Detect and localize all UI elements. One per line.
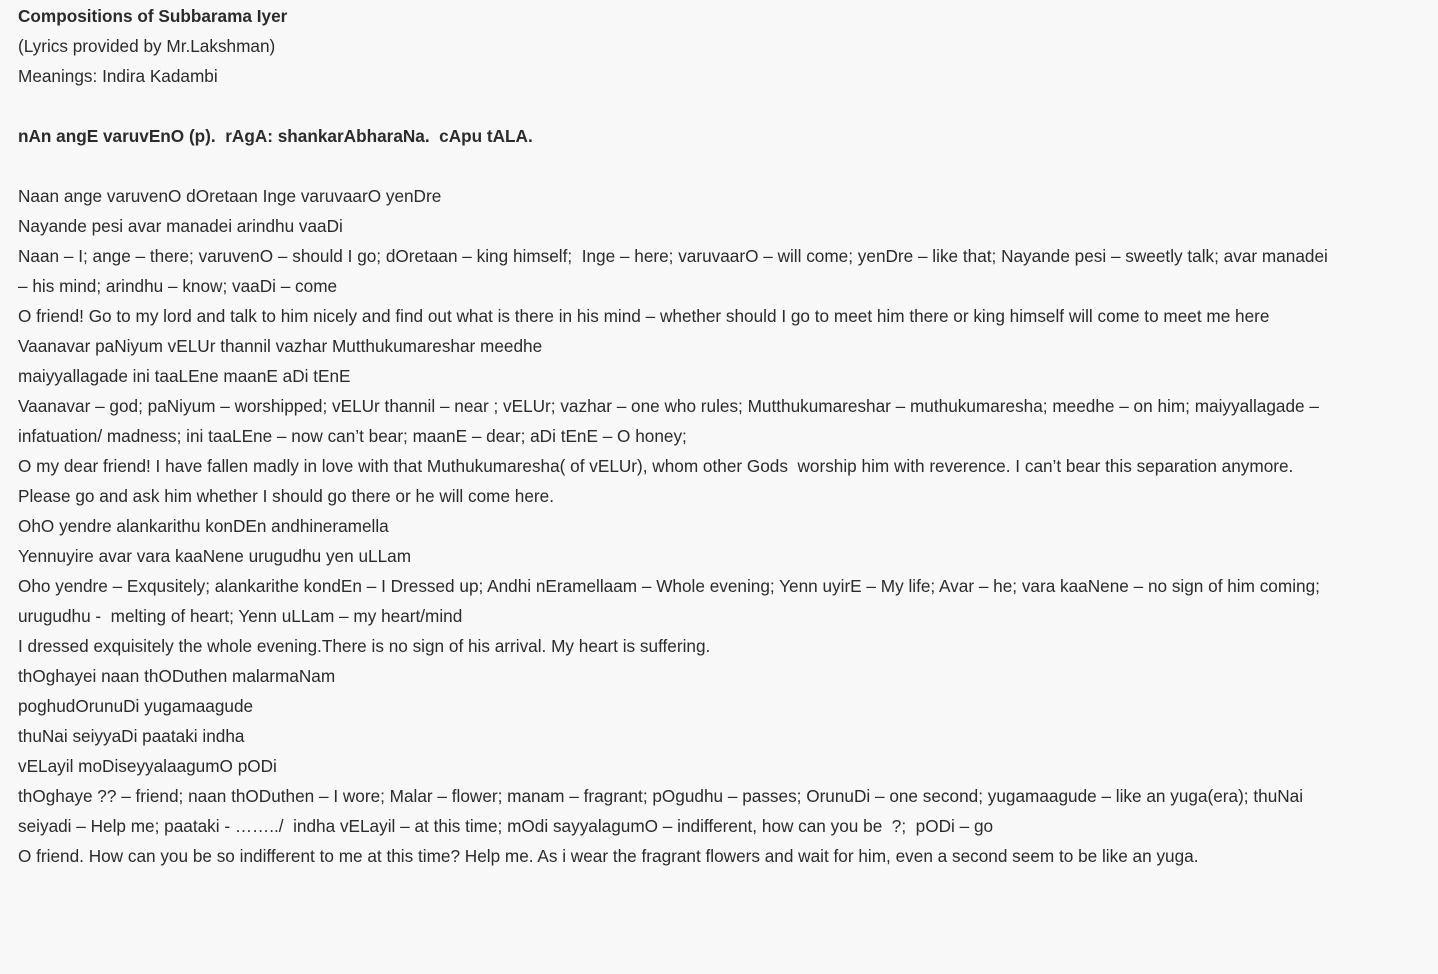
meanings-credit: Meanings: Indira Kadambi bbox=[18, 66, 218, 86]
word-meaning-line: – his mind; arindhu – know; vaaDi – come bbox=[18, 276, 338, 296]
lyric-line: vELayil moDiseyyalaagumO pODi bbox=[18, 756, 277, 776]
lyric-line: Vaanavar paNiyum vELUr thannil vazhar Mutthukumareshar meedhe bbox=[18, 336, 543, 356]
song-heading: nAn angE varuvEnO (p). rAgA: shankarAbharaNa. cApu tALA. bbox=[18, 126, 533, 146]
translation-line: O friend. How can you be so indifferent to me at this time? Help me. As i wear the fragrant flowers and wait for him, even a second seem to be like an yuga. bbox=[18, 846, 1199, 866]
word-meaning-line: infatuation/ madness; ini taaLEne – now can’t bear; maanE – dear; aDi tEnE – O honey; bbox=[18, 426, 687, 446]
lyric-line: OhO yendre alankarithu konDEn andhineramella bbox=[18, 516, 389, 536]
word-meaning-line: Naan – I; ange – there; varuvenO – should I go; dOretaan – king himself; Inge – here; varuvaarO – will come; yenDre – like that; Nayande pesi – sweetly talk; avar manadei bbox=[18, 246, 1328, 266]
lyric-line: Nayande pesi avar manadei arindhu vaaDi bbox=[18, 216, 343, 236]
word-meaning-line: Oho yendre – Exqusitely; alankarithe kondEn – I Dressed up; Andhi nEramellaam – Whole evening; Yenn uyirE – My life; Avar – he; vara kaaNene – no sign of him coming; bbox=[18, 576, 1320, 596]
translation-line: Please go and ask him whether I should go there or he will come here. bbox=[18, 486, 554, 506]
word-meaning-line: Vaanavar – god; paNiyum – worshipped; vELUr thannil – near ; vELUr; vazhar – one who rules; Mutthukumareshar – muthukumaresha; meedhe – on him; maiyyallagade – bbox=[18, 396, 1319, 416]
translation-line: O my dear friend! I have fallen madly in love with that Muthukumaresha( of vELUr), whom other Gods worship him with reverence. I can’t bear this separation anymore. bbox=[18, 456, 1294, 476]
spacer bbox=[18, 151, 1400, 181]
document-title: Compositions of Subbarama Iyer bbox=[18, 6, 288, 26]
word-meaning-line: thOghaye ?? – friend; naan thODuthen – I wore; Malar – flower; manam – fragrant; pOgudhu – passes; OrunuDi – one second; yugamaagude – like an yuga(era); thuNai bbox=[18, 786, 1304, 806]
word-meaning-line: urugudhu - melting of heart; Yenn uLLam – my heart/mind bbox=[18, 606, 463, 626]
lyric-line: thuNai seiyyaDi paataki indha bbox=[18, 726, 245, 746]
translation-line: I dressed exquisitely the whole evening.There is no sign of his arrival. My heart is suffering. bbox=[18, 636, 711, 656]
translation-line: O friend! Go to my lord and talk to him nicely and find out what is there in his mind – whether should I go to meet him there or king himself will come to meet me here bbox=[18, 306, 1270, 326]
lyrics-credit: (Lyrics provided by Mr.Lakshman) bbox=[18, 36, 276, 56]
word-meaning-line: seiyadi – Help me; paataki - ……../ indha vELayil – at this time; mOdi sayyalagumO – indifferent, how can you be ?; pODi – go bbox=[18, 816, 994, 836]
lyric-line: poghudOrunuDi yugamaagude bbox=[18, 696, 254, 716]
lyric-line: Naan ange varuvenO dOretaan Inge varuvaarO yenDre bbox=[18, 186, 442, 206]
document-body bbox=[18, 0, 1400, 871]
lyric-line: Yennuyire avar vara kaaNene urugudhu yen uLLam bbox=[18, 546, 412, 566]
lyric-line: maiyyallagade ini taaLEne maanE aDi tEnE bbox=[18, 366, 351, 386]
spacer bbox=[18, 91, 1400, 121]
lyric-line: thOghayei naan thODuthen malarmaNam bbox=[18, 666, 336, 686]
